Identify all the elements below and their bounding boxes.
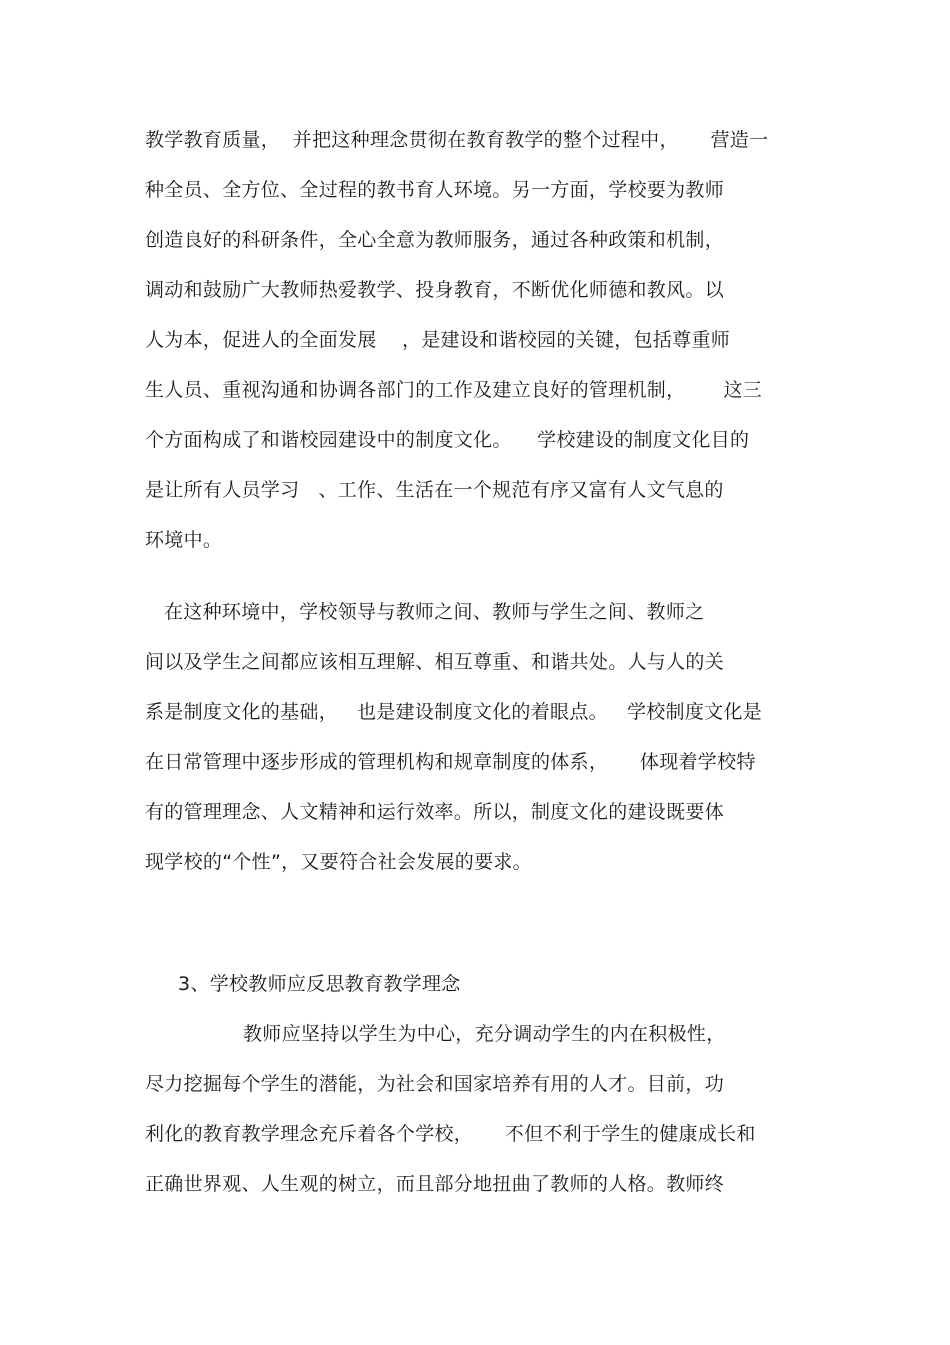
paragraph-1-line-4: 调动和鼓励广大教师热爱教学、投身教育，不断优化师德和教风。以 [145,279,725,301]
paragraph-2-line-5: 有的管理理念、人文精神和运行效率。所以，制度文化的建设既要体 [145,801,725,823]
paragraph-3-line-2: 尽力挖掘每个学生的潜能，为社会和国家培养有用的人才。目前，功 [145,1073,725,1095]
paragraph-3-line-3: 利化的教育教学理念充斥着各个学校， 不但不利于学生的健康成长和 [145,1123,756,1145]
paragraph-3-line-4: 正确世界观、人生观的树立，而且部分地扭曲了教师的人格。教师终 [145,1173,725,1195]
paragraph-2-line-3: 系是制度文化的基础， 也是建设制度文化的着眼点。 学校制度文化是 [145,701,763,723]
paragraph-2-line-4: 在日常管理中逐步形成的管理机构和规章制度的体系， 体现着学校特 [145,751,756,773]
paragraph-3-line-1: 教师应坚持以学生为中心，充分调动学生的内在积极性， [243,1023,726,1045]
paragraph-2-line-6: 现学校的“个性”，又要符合社会发展的要求。 [145,851,532,873]
paragraph-2-line-1: 在这种环境中，学校领导与教师之间、教师与学生之间、教师之 [145,601,705,623]
section-heading: 3、学校教师应反思教育教学理念 [178,973,461,995]
paragraph-1-line-5: 人为本，促进人的全面发展 ，是建设和谐校园的关键，包括尊重师 [145,329,731,351]
paragraph-1-line-3: 创造良好的科研条件，全心全意为教师服务，通过各种政策和机制， [145,229,725,251]
paragraph-1-line-7: 个方面构成了和谐校园建设中的制度文化。 学校建设的制度文化目的 [145,429,750,451]
paragraph-1-line-6: 生人员、重视沟通和协调各部门的工作及建立良好的管理机制， 这三 [145,379,763,401]
paragraph-1-line-9: 环境中。 [145,529,223,551]
paragraph-1-line-2: 种全员、全方位、全过程的教书育人环境。另一方面，学校要为教师 [145,179,725,201]
paragraph-1-line-1: 教学教育质量， 并把这种理念贯彻在教育教学的整个过程中， 营造一 [145,129,769,151]
paragraph-2-line-2: 间以及学生之间都应该相互理解、相互尊重、和谐共处。人与人的关 [145,651,725,673]
paragraph-1-line-8: 是让所有人员学习 、工作、生活在一个规范有序又富有人文气息的 [145,479,724,501]
